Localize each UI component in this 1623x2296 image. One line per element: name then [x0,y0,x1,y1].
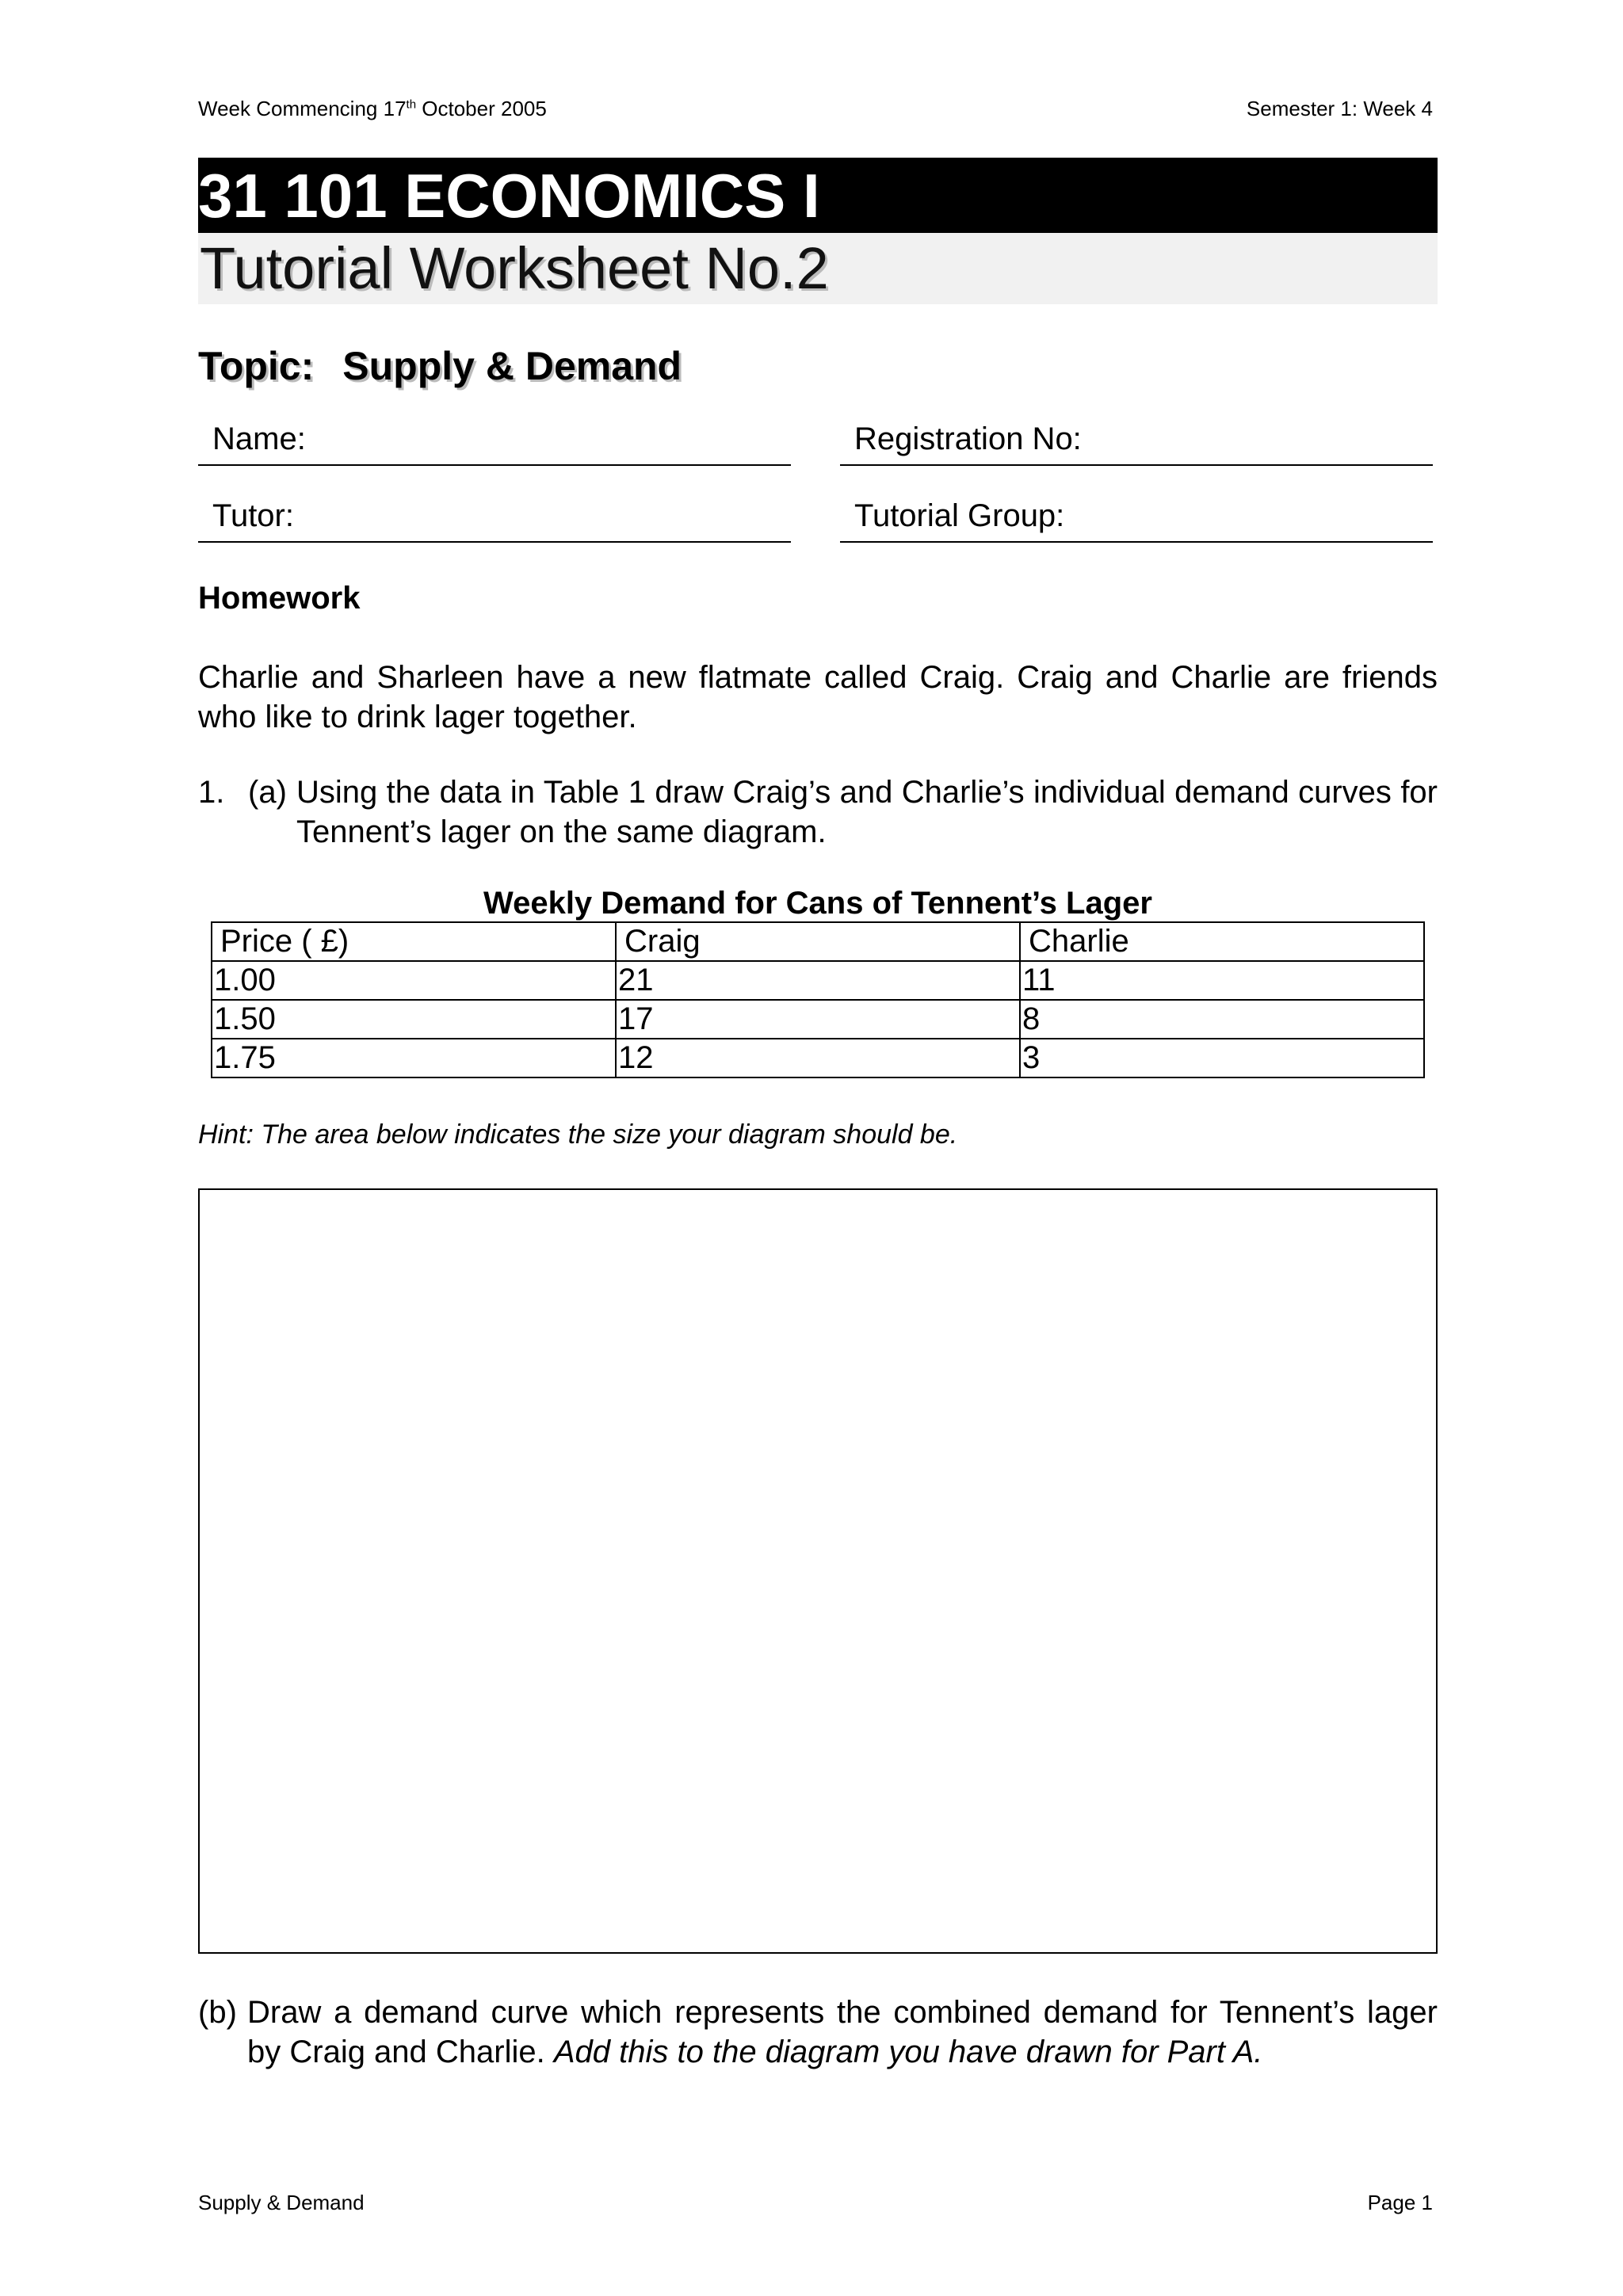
question-part-b-body: Draw a demand curve which represents the combined demand for Tennent’s lager by Craig and Charlie. [247,1995,1438,2069]
table-caption: Weekly Demand for Cans of Tennent’s Lager [483,886,1152,921]
question-part-a-text: Using the data in Table 1 draw Craig’s and Charlie’s individual demand curves for Tennent’s lager on the same diagram. [296,775,1438,849]
header-week-sup: th [406,97,417,112]
tutorial-group-field[interactable]: Tutorial Group: [840,497,1433,543]
table-cell: 1.00 [212,961,616,1000]
table-cell: 8 [1020,1000,1424,1039]
table-row [212,961,1424,1000]
header-semester: Semester 1: Week 4 [1246,97,1433,120]
table-header-row [212,922,1424,961]
question-part-b-text [247,1993,1438,2072]
table-header-cell: Craig [616,922,1020,961]
question-part-a-label: (a) [248,775,287,810]
topic-line [198,342,682,390]
intro-paragraph: Charlie and Sharleen have a new flatmate called Craig. Craig and Charlie are friends who like to drink lager together. [198,660,1438,734]
table-cell: 1.75 [212,1039,616,1077]
topic-value: Supply & Demand [342,344,682,388]
table-cell: 17 [616,1000,1020,1039]
question-number: 1. [198,775,225,810]
question-part-b-label: (b) [198,1995,237,2030]
table-cell: 12 [616,1039,1020,1077]
table-row [212,1000,1424,1039]
demand-table [211,921,1425,1078]
footer-topic: Supply & Demand [198,2191,365,2214]
registration-field[interactable]: Registration No: [840,420,1433,466]
diagram-drawing-area[interactable] [198,1188,1438,1954]
tutor-field[interactable]: Tutor: [198,497,791,543]
homework-heading: Homework [198,581,361,616]
question-part-b-instruction: Add this to the diagram you have drawn for Part A. [553,2035,1263,2069]
footer-page-number: Page 1 [1367,2191,1433,2214]
header-week [198,97,547,121]
table-cell: 3 [1020,1039,1424,1077]
table-cell: 11 [1020,961,1424,1000]
hint-text: Hint: The area below indicates the size your diagram should be. [198,1119,958,1150]
worksheet-subtitle: Tutorial Worksheet No.2 [200,235,829,301]
header-week-prefix: Week Commencing 17 [198,97,407,120]
table-header-cell: Charlie [1020,922,1424,961]
header-week-suffix: October 2005 [416,97,547,120]
course-title: 31 101 ECONOMICS I [198,161,820,231]
table-cell: 1.50 [212,1000,616,1039]
name-field[interactable]: Name: [198,420,791,466]
table-header-cell: Price ( £) [212,922,616,961]
topic-label: Topic: [198,344,315,388]
table-row [212,1039,1424,1077]
table-cell: 21 [616,961,1020,1000]
